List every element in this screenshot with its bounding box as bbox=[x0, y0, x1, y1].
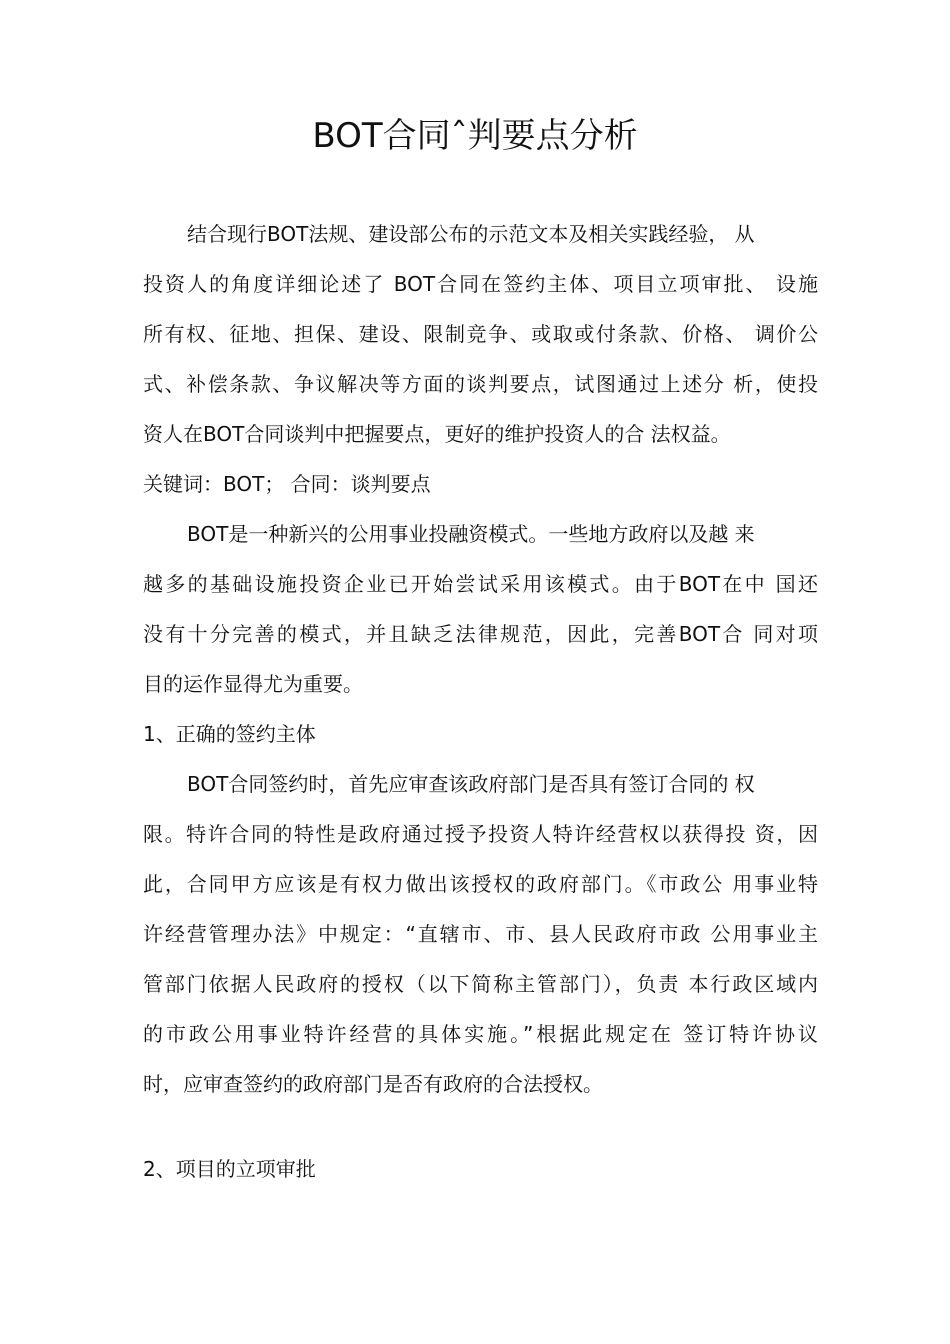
section-line: 许经营管理办法》中规定：“直辖市、市、县人民政府市政 公用事业主 bbox=[143, 922, 818, 946]
section-line: 的市政公用事业特许经营的具体实施。”根据此规定在 签订特许协议 bbox=[143, 1022, 818, 1046]
abstract-line: 式、补偿条款、争议解决等方面的谈判要点，试图通过上述分 析，使投 bbox=[143, 372, 818, 396]
abstract-line: 投资人的角度详细论述了 BOT合同在签约主体、项目立项审批、 设施 bbox=[143, 272, 818, 296]
abstract-line: 结合现行BOT法规、建设部公布的示范文本及相关实践经验， 从 bbox=[187, 222, 755, 246]
abstract-line: 资人在BOT合同谈判中把握要点，更好的维护投资人的合 法权益。 bbox=[143, 422, 731, 446]
section-line: 限。特许合同的特性是政府通过授予投资人特许经营权以获得投 资，因 bbox=[143, 822, 818, 846]
intro-line: BOT是一种新兴的公用事业投融资模式。一些地方政府以及越 来 bbox=[187, 522, 755, 546]
intro-line: 没有十分完善的模式，并且缺乏法律规范，因此，完善BOT合 同对项 bbox=[143, 622, 818, 646]
intro-line: 目的运作显得尤为重要。 bbox=[143, 672, 363, 696]
section-heading: 1、正确的签约主体 bbox=[143, 722, 316, 746]
section-line: 时，应审查签约的政府部门是否有政府的合法授权。 bbox=[143, 1072, 603, 1096]
section-line: 管部门依据人民政府的授权（以下简称主管部门），负责 本行政区域内 bbox=[143, 972, 818, 996]
abstract-line: 所有权、征地、担保、建设、限制竞争、或取或付条款、价格、 调价公 bbox=[143, 322, 818, 346]
section-heading: 2、项目的立项审批 bbox=[143, 1157, 316, 1181]
keywords-line: 关键词：BOT； 合同：谈判要点 bbox=[143, 472, 431, 496]
intro-line: 越多的基础设施投资企业已开始尝试采用该模式。由于BOT在中 国还 bbox=[143, 572, 818, 596]
document-title: BOT合同ˆ判要点分析 bbox=[312, 115, 638, 156]
section-line: BOT合同签约时，首先应审查该政府部门是否具有签订合同的 权 bbox=[187, 772, 755, 796]
section-line: 此，合同甲方应该是有权力做出该授权的政府部门。《市政公 用事业特 bbox=[143, 872, 818, 896]
